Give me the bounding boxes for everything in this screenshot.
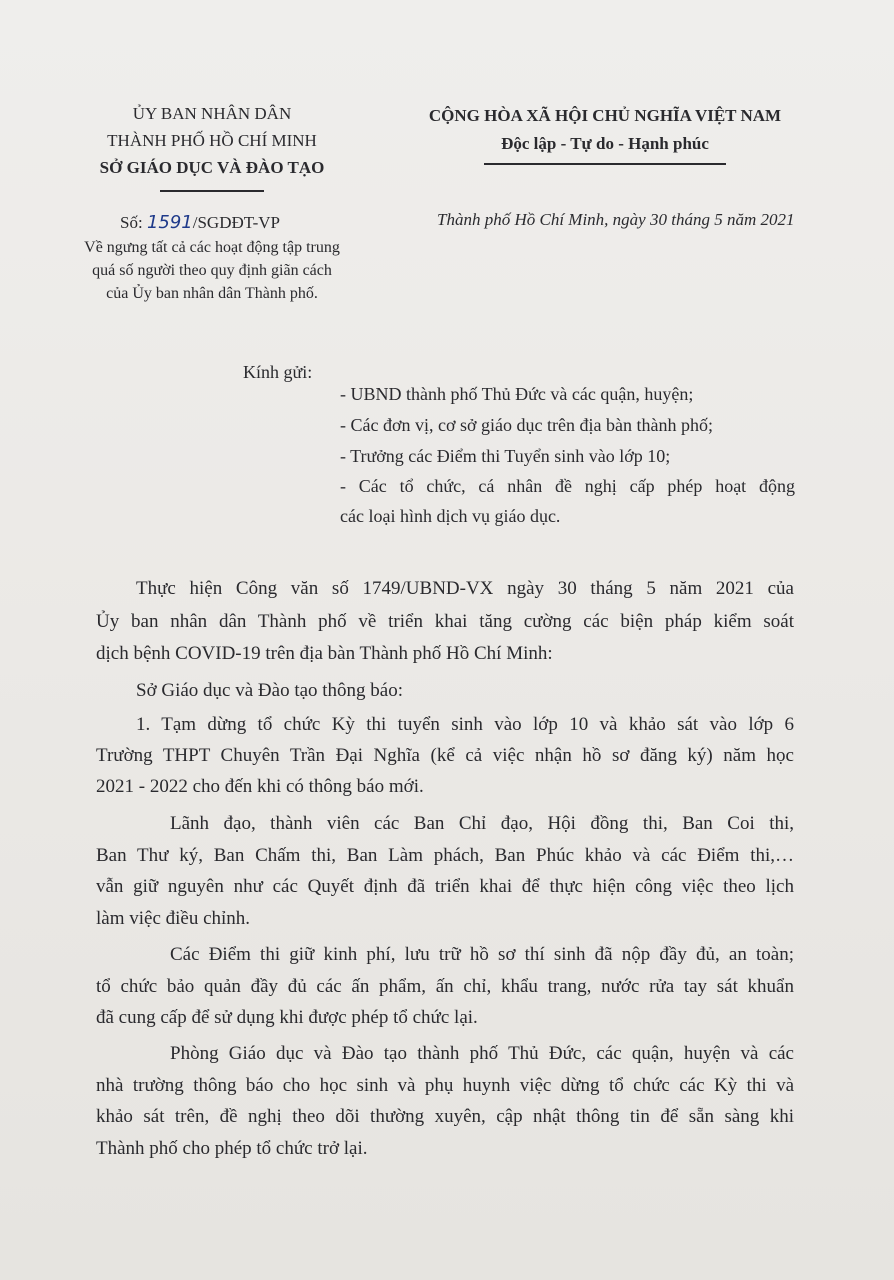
paragraph-line: 1. Tạm dừng tổ chức Kỳ thi tuyển sinh vào lớp 10 và khảo sát vào lớp 6 [136, 714, 794, 735]
paragraph-line: đã cung cấp để sử dụng khi được phép tổ chức lại. [96, 1007, 478, 1028]
recipient-item: - Các tổ chức, cá nhân đề nghị cấp phép hoạt động [340, 476, 795, 496]
paragraph-line: Ủy ban nhân dân Thành phố về triển khai tăng cường các biện pháp kiểm soát [96, 611, 794, 632]
recipient-item: - Trưởng các Điểm thi Tuyển sinh vào lớp 10; [340, 446, 671, 466]
paragraph-line: nhà trường thông báo cho học sinh và phụ huynh việc dừng tổ chức các Kỳ thi và [96, 1075, 794, 1096]
recipient-item: - Các đơn vị, cơ sở giáo dục trên địa bàn thành phố; [340, 415, 713, 435]
paragraph-line: Thành phố cho phép tổ chức trở lại. [96, 1138, 368, 1159]
paragraph-line: vẫn giữ nguyên như các Quyết định đã triển khai để thực hiện công việc theo lịch [96, 876, 794, 897]
paragraph-line: Các Điểm thi giữ kinh phí, lưu trữ hồ sơ thí sinh đã nộp đầy đủ, an toàn; [170, 944, 794, 965]
paragraph-line: tổ chức bảo quản đầy đủ các ấn phẩm, ấn chỉ, khẩu trang, nước rửa tay sát khuẩn [96, 976, 794, 997]
agency-parent-line1: ỦY BAN NHÂN DÂN [132, 104, 292, 123]
document-number [120, 212, 280, 233]
subject-line-2: quá số người theo quy định giãn cách [92, 262, 332, 279]
recipient-item: các loại hình dịch vụ giáo dục. [340, 506, 561, 526]
paragraph-line: dịch bệnh COVID-19 trên địa bàn Thành phố Hồ Chí Minh: [96, 643, 553, 664]
national-motto: Độc lập - Tự do - Hạnh phúc [501, 134, 709, 153]
national-title: CỘNG HÒA XÃ HỘI CHỦ NGHĨA VIỆT NAM [428, 106, 782, 125]
recipient-item: - UBND thành phố Thủ Đức và các quận, huyện; [340, 384, 694, 404]
agency-parent-line2: THÀNH PHỐ HỒ CHÍ MINH [107, 131, 317, 150]
paragraph-line: khảo sát trên, đề nghị theo dõi thường xuyên, cập nhật thông tin để sẵn sàng khi [96, 1106, 794, 1127]
agency-name: SỞ GIÁO DỤC VÀ ĐÀO TẠO [99, 158, 325, 177]
document-number-handwritten: 1591 [146, 212, 193, 233]
paragraph-line: làm việc điều chỉnh. [96, 908, 251, 929]
paragraph-line: 2021 - 2022 cho đến khi có thông báo mới. [96, 776, 424, 797]
document-date: Thành phố Hồ Chí Minh, ngày 30 tháng 5 năm 2021 [437, 210, 795, 229]
recipients-label: Kính gửi: [243, 362, 313, 382]
document-number-prefix: Số: [120, 213, 147, 232]
motto-underline [484, 163, 726, 165]
paragraph-line: Thực hiện Công văn số 1749/UBND-VX ngày 30 tháng 5 năm 2021 của [136, 578, 794, 599]
subject-line-3: của Ủy ban nhân dân Thành phố. [106, 285, 318, 302]
subject-line-1: Về ngưng tất cả các hoạt động tập trung [84, 239, 340, 256]
paragraph-line: Sở Giáo dục và Đào tạo thông báo: [136, 680, 404, 701]
agency-underline [160, 190, 264, 192]
paragraph-line: Lãnh đạo, thành viên các Ban Chỉ đạo, Hội đồng thi, Ban Coi thi, [170, 813, 794, 834]
paragraph-line: Trường THPT Chuyên Trần Đại Nghĩa (kể cả việc nhận hồ sơ đăng ký) năm học [96, 745, 794, 766]
paragraph-line: Ban Thư ký, Ban Chấm thi, Ban Làm phách, Ban Phúc khảo và các Điểm thi,… [96, 845, 794, 866]
paragraph-line: Phòng Giáo dục và Đào tạo thành phố Thủ Đức, các quận, huyện và các [170, 1043, 794, 1064]
document-number-suffix: /SGDĐT-VP [192, 213, 280, 232]
